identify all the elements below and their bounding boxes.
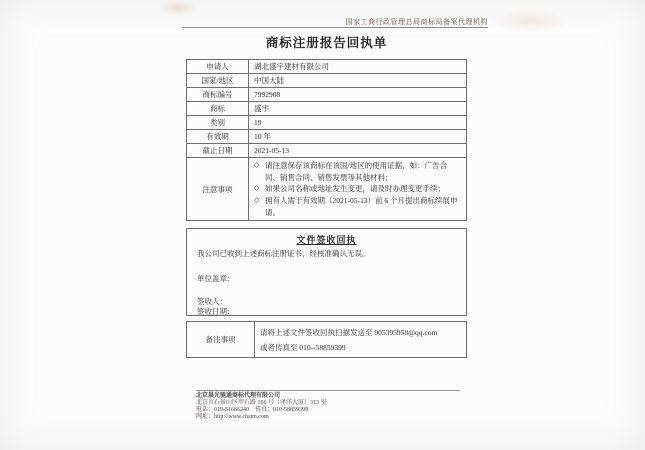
remark-label: 备注事项 xyxy=(187,322,255,358)
notes-cell xyxy=(249,158,467,221)
note-text: 请注意保存该商标在该国/地区的使用证据，如：广告合同、销售合同、销售发票等其他材料； xyxy=(265,161,448,182)
remark-line-1: 请将上述文件签收回执扫描发送至 905395958@qq.com xyxy=(260,327,438,337)
footer-website: 网址：http://www.chstm.com xyxy=(196,414,269,420)
info-table xyxy=(186,59,467,221)
row-label: 注意事项 xyxy=(187,158,249,221)
diamond-bullet-icon: ◇ xyxy=(254,161,260,169)
row-value: 7992908 xyxy=(249,88,467,102)
row-value: 中国大陆 xyxy=(249,74,467,88)
row-value: 2021-05-13 xyxy=(249,144,467,158)
page-title: 商标注册报告回执单 xyxy=(265,36,388,50)
note-item xyxy=(254,160,461,183)
notes-row xyxy=(187,158,467,221)
footer-phone: 电话：010-51666240 传真：010-58859399 xyxy=(196,407,308,413)
row-label: 国家/地区 xyxy=(187,74,249,88)
remark-table xyxy=(186,321,467,358)
row-value: 盛宇 xyxy=(249,102,467,116)
note-item xyxy=(254,195,461,218)
table-row xyxy=(187,116,467,130)
row-value: 10 年 xyxy=(249,130,467,144)
note-text: 如果公司名称或地址发生变更，请及时办理变更手续； xyxy=(265,184,445,194)
row-label: 有效期 xyxy=(187,130,249,144)
table-row xyxy=(187,74,467,88)
agency-note: 国家工商行政管理总局商标局备案代理机构 xyxy=(345,18,488,26)
footer-company: 北京晨光驰通商标代理有限公司 xyxy=(196,393,281,399)
notes-list xyxy=(254,159,461,219)
receipt-title: 文件签收回执 xyxy=(296,235,357,245)
remark-row xyxy=(187,322,467,358)
receipt-statement: 我公司已收到上述商标注册证书，经核准确认无误。 xyxy=(197,249,370,258)
note-item xyxy=(254,183,461,195)
sign-date-label: 签收日期： xyxy=(197,307,235,316)
footer-address: 北京市石景山区甲石路 166 号（泽洋大厦）313 室 xyxy=(196,400,327,406)
diamond-bullet-icon: ◇ xyxy=(254,184,260,193)
table-row xyxy=(187,102,467,116)
footer-block xyxy=(196,390,460,421)
table-row xyxy=(187,130,467,144)
remark-content xyxy=(255,322,467,358)
row-label: 截止日期 xyxy=(187,144,249,158)
table-row xyxy=(187,88,467,102)
table-row xyxy=(187,60,467,74)
diamond-bullet-icon: ◇ xyxy=(254,195,260,204)
receipt-box xyxy=(186,228,467,316)
header-divider xyxy=(183,27,488,28)
note-text: 拥有人需于有效期（2021-05-13）前 6 个月提出商标续展申请。 xyxy=(265,195,458,217)
seal-label: 单位盖章： xyxy=(197,274,235,283)
row-label: 商标编号 xyxy=(187,88,249,102)
table-row xyxy=(187,144,467,158)
row-label: 申请人 xyxy=(187,60,249,74)
row-label: 商标 xyxy=(187,102,249,116)
remark-line-2: 或者传真至 010--58859399 xyxy=(260,342,346,352)
row-label: 类别 xyxy=(187,116,249,130)
signer-label: 签收人： xyxy=(197,297,227,306)
row-value: 19 xyxy=(249,116,467,130)
row-value: 湖北盛宇建材有限公司 xyxy=(249,60,467,74)
scan-smudge xyxy=(492,10,570,32)
scan-smudge xyxy=(158,0,198,16)
